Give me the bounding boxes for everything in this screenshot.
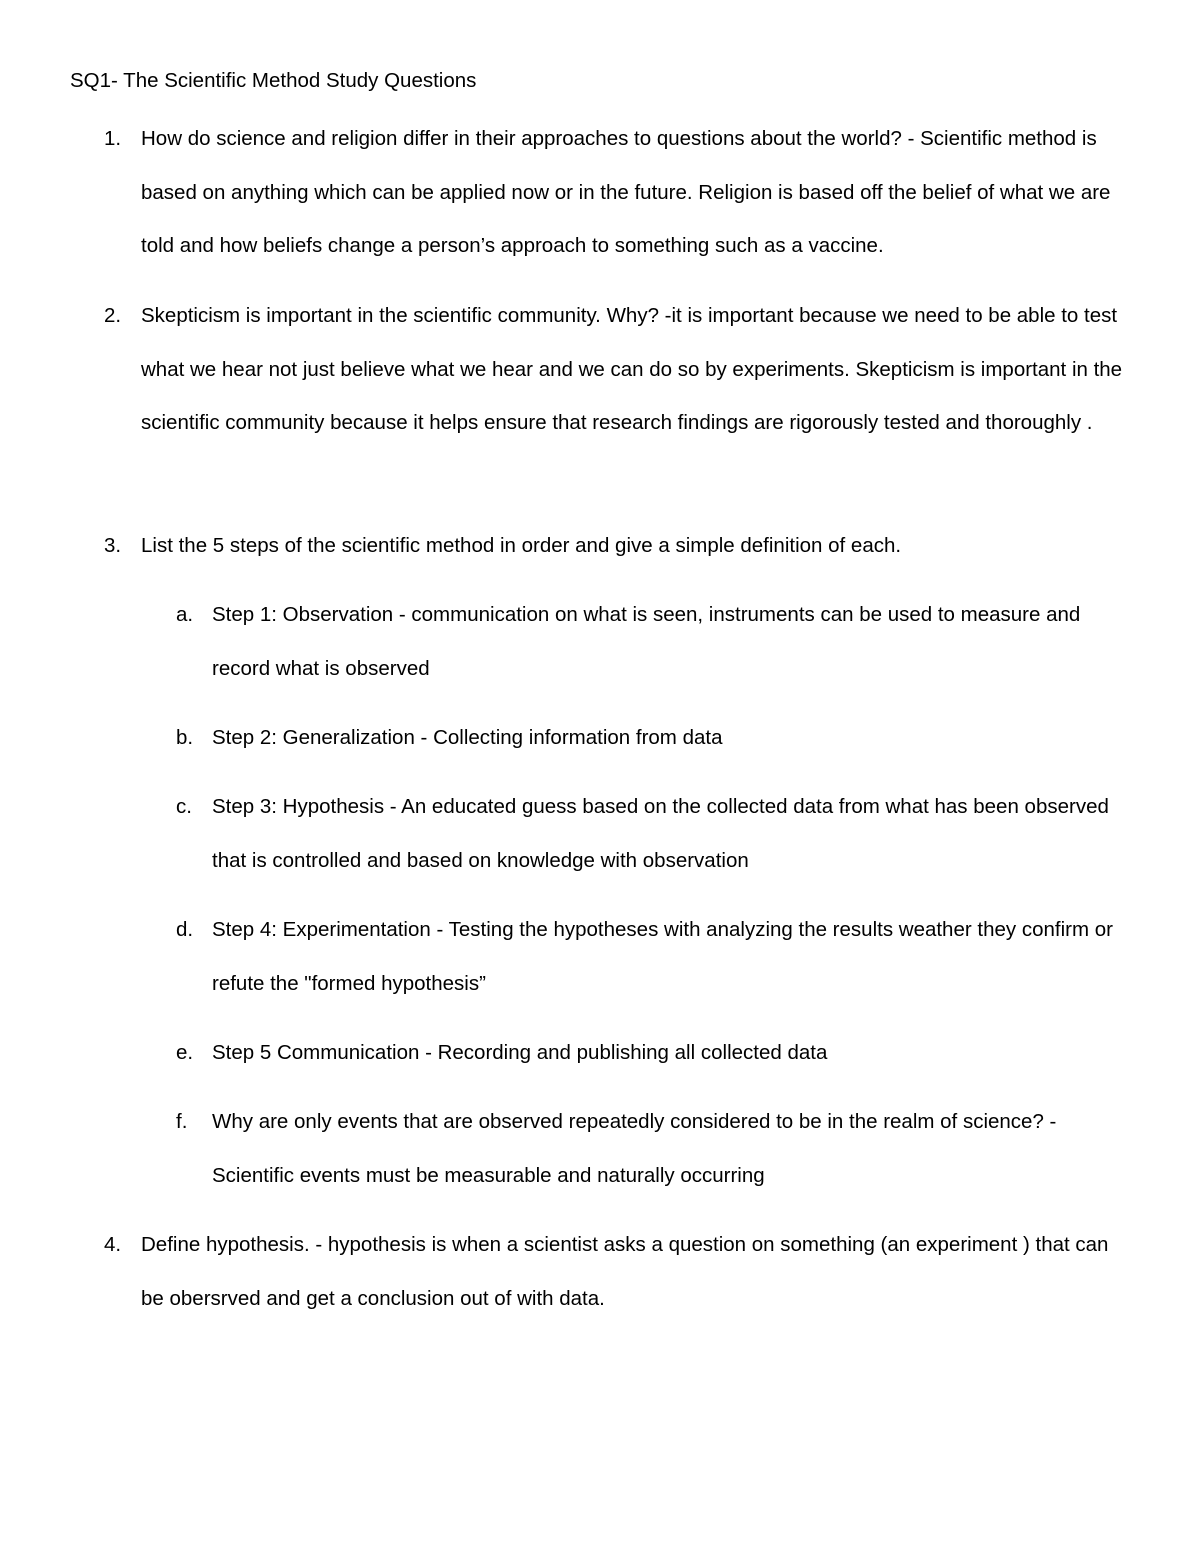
question-number: 4. [104,1233,122,1256]
question-text: Define hypothesis. - hypothesis is when a scientist asks a question on something (an experiment ) that can be obersrved and get a conclusion out of with data. [141,1233,1109,1310]
subitem-text: Step 4: Experimentation - Testing the hypotheses with analyzing the results weather they confirm or refute the "formed hypothesis” [212,918,1113,995]
question-text: List the 5 steps of the scientific method in order and give a simple definition of each. [141,534,902,557]
subitem-letter: d. [176,918,194,941]
question-text: Skepticism is important in the scientific community. Why? -it is important because we need to be able to test what we hear not just believe what we hear and we can do so by experiments. Skepticism is important in the scientific community because it helps ensure that research findings are rigorously tested and thoroughly . [141,304,1123,434]
subitem-letter: a. [176,603,194,626]
subitem-letter: f. [176,1110,188,1133]
document-title: SQ1- The Scientific Method Study Questions [70,69,477,92]
question-number: 3. [104,534,122,557]
question-number: 1. [104,127,122,150]
subitem-text: Step 2: Generalization - Collecting information from data [212,726,723,749]
question-text: How do science and religion differ in their approaches to questions about the world? - Scientific method is based on anything which can be applied now or in the future. Religion is based off the belief of what we are told and how beliefs change a person’s approach to something such as a vaccine. [141,127,1111,257]
subitem-text: Why are only events that are observed repeatedly considered to be in the realm of science? - Scientific events must be measurable and naturally occurring [212,1110,1057,1187]
question-number: 2. [104,304,122,327]
subitem-letter: b. [176,726,194,749]
subitem-letter: c. [176,795,192,818]
subitem-letter: e. [176,1041,194,1064]
subitem-text: Step 3: Hypothesis - An educated guess based on the collected data from what has been observed that is controlled and based on knowledge with observation [212,795,1109,872]
subitem-text: Step 5 Communication - Recording and publishing all collected data [212,1041,828,1064]
subitem-text: Step 1: Observation - communication on what is seen, instruments can be used to measure and record what is observed [212,603,1081,680]
